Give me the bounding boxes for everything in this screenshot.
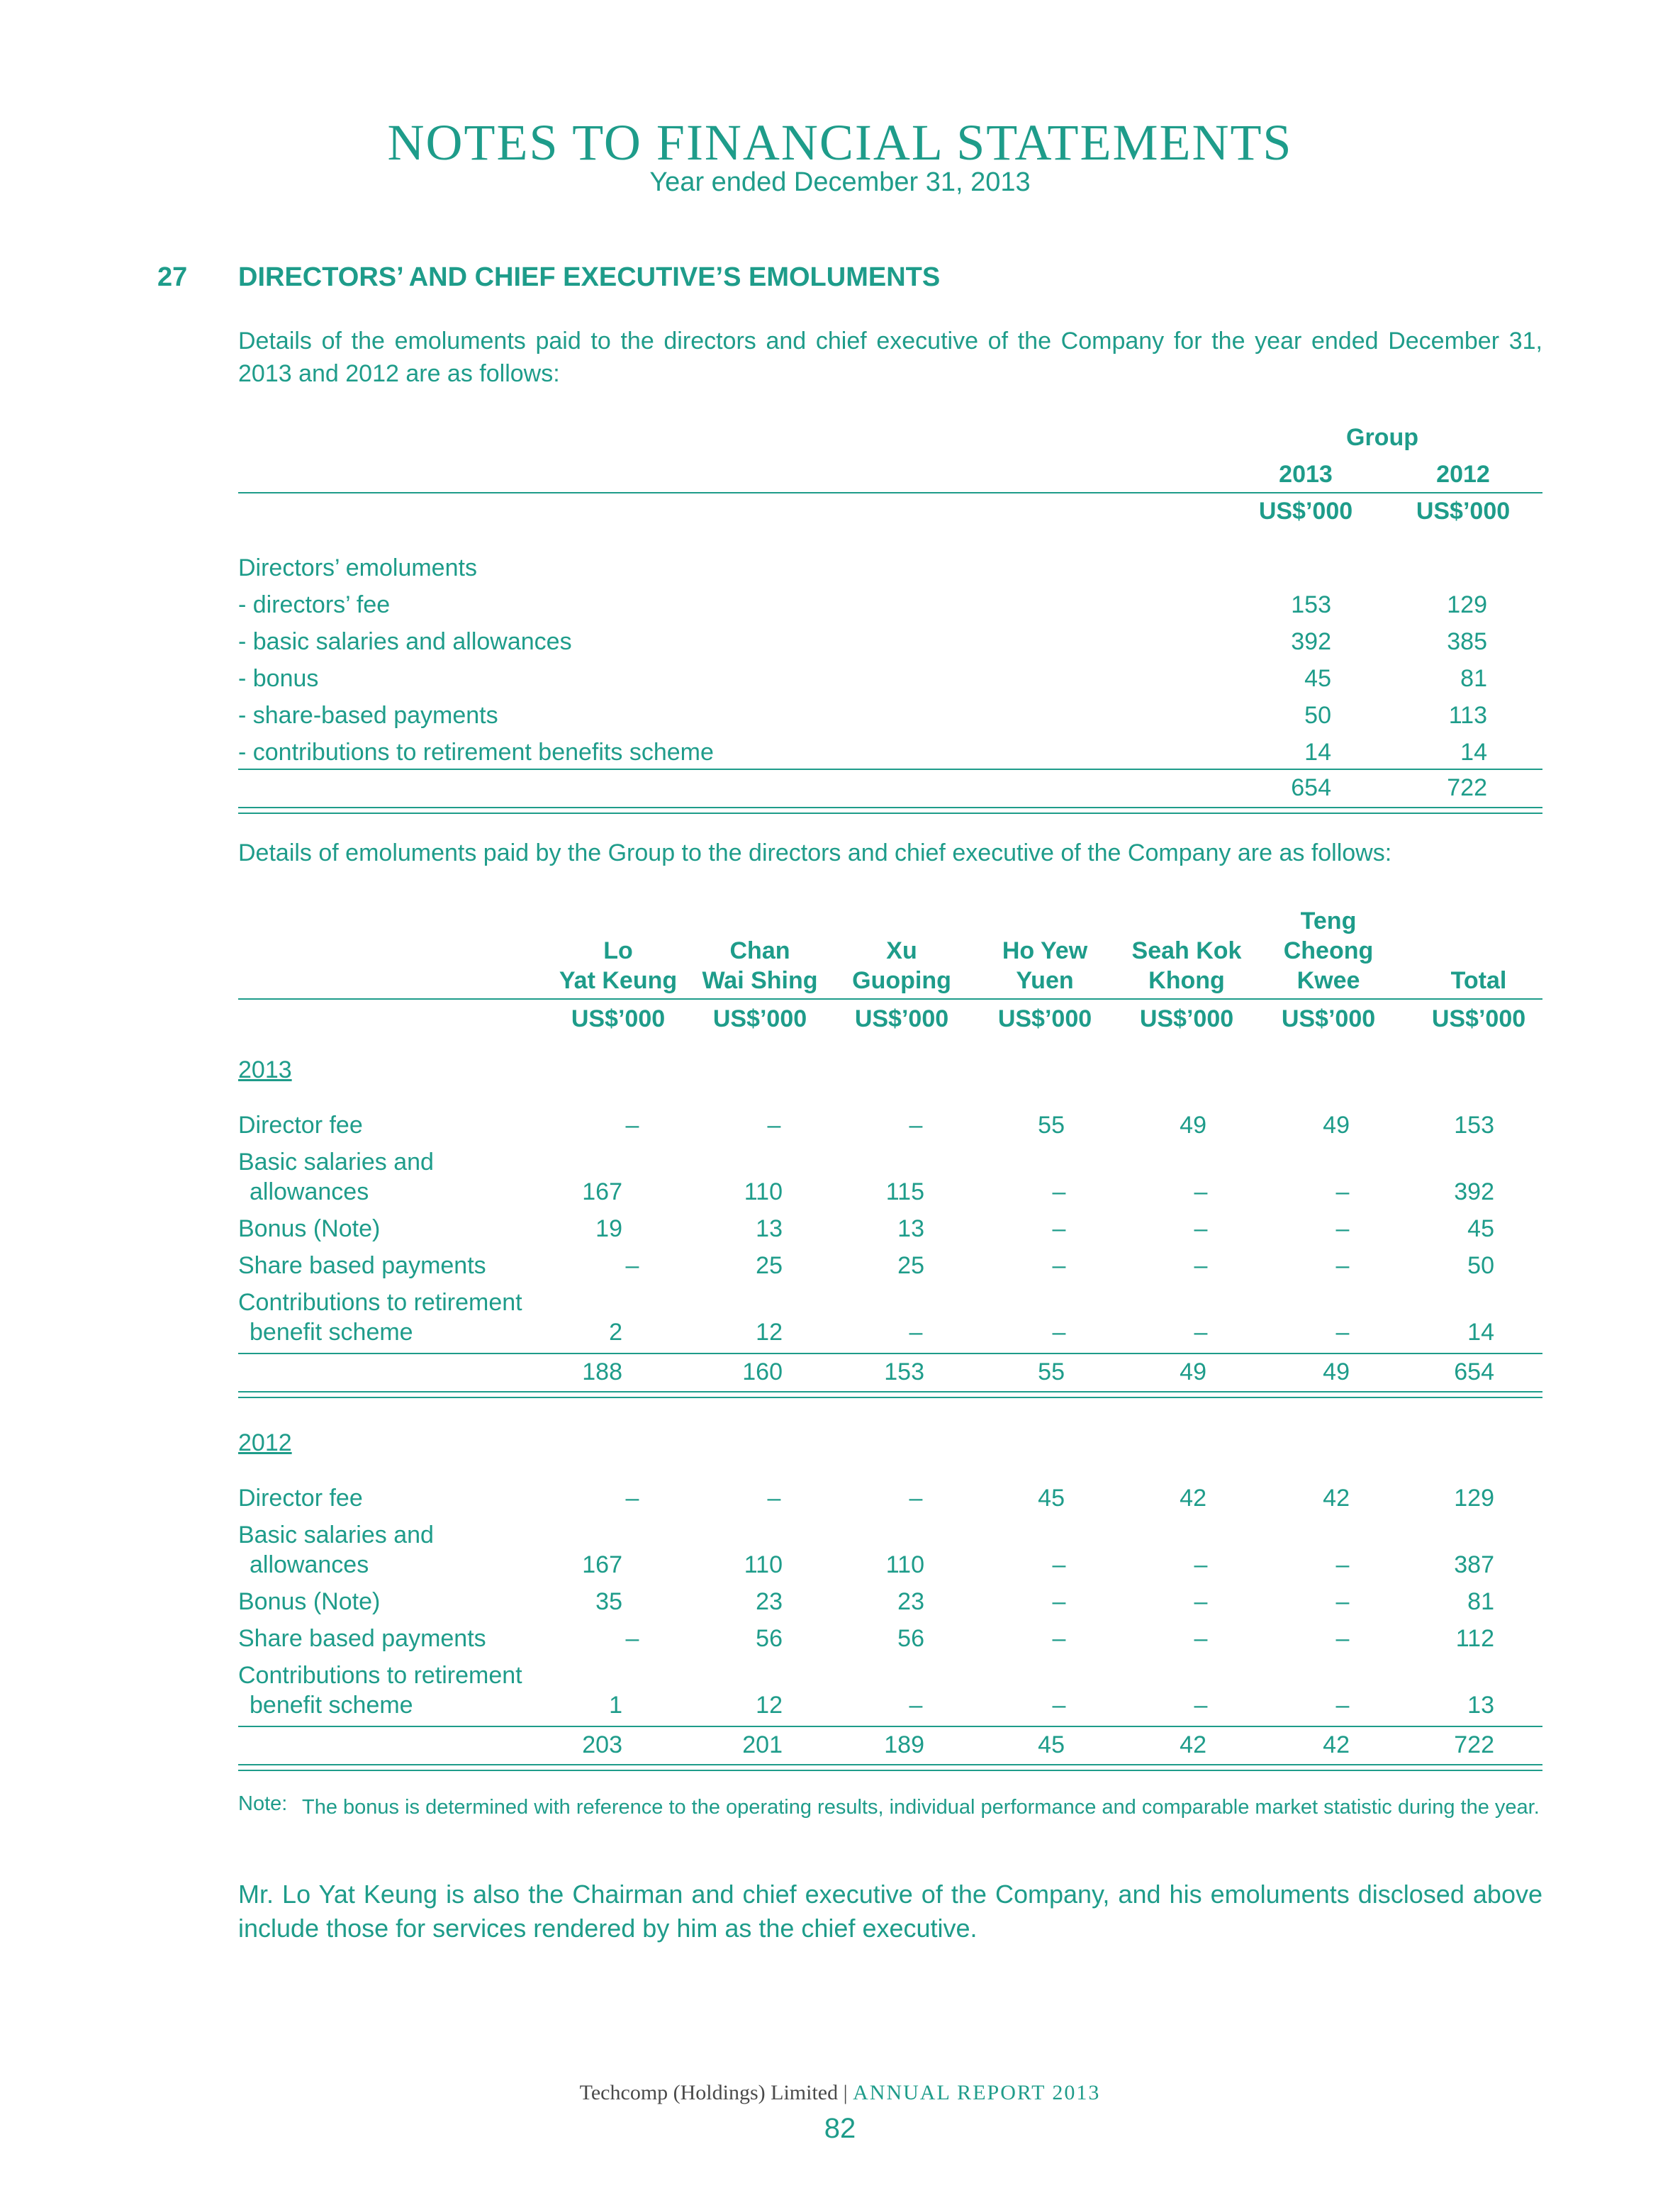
detail-intro: Details of emoluments paid by the Group to the directors and chief executive of the Company are as follows: [238, 839, 1392, 866]
director-header-line3: Khong [1148, 967, 1225, 994]
unit-header: US$’000 [1258, 498, 1353, 525]
detail-cell: 129 [1454, 1485, 1494, 1512]
director-header-line2: Cheong [1283, 937, 1374, 964]
detail-subtotal-rule [238, 1353, 1542, 1354]
director-header-line2: Chan [729, 937, 790, 964]
detail-cell: 50 [1467, 1252, 1494, 1279]
detail-total-cell: 55 [1038, 1358, 1065, 1385]
detail-total-cell: 153 [884, 1358, 924, 1385]
detail-cell: 1 [609, 1692, 622, 1719]
detail-cell: 35 [595, 1588, 622, 1615]
summary-total-2013: 654 [1291, 774, 1331, 801]
header-rule [238, 492, 1542, 493]
detail-cell: 81 [1467, 1588, 1494, 1615]
detail-total-cell: 189 [884, 1731, 924, 1758]
closing-paragraph: Mr. Lo Yat Keung is also the Chairman and chief executive of the Company, and his emoluments disclosed above include those for services rendered by him as the chief executive. [238, 1880, 1542, 1943]
summary-value-2013: 50 [1304, 702, 1331, 729]
director-header-line2: Ho Yew [1002, 937, 1088, 964]
detail-row-label: Director fee [238, 1112, 363, 1139]
page-subtitle: Year ended December 31, 2013 [649, 167, 1031, 197]
director-header-line2: Lo [603, 937, 633, 964]
detail-total-rule-2 [238, 1770, 1542, 1771]
year-label: 2013 [238, 1056, 292, 1083]
summary-value-2012: 81 [1460, 665, 1487, 692]
summary-value-2013: 45 [1304, 665, 1331, 692]
summary-row-label: - bonus [238, 665, 319, 692]
director-unit-header: US$’000 [854, 1005, 949, 1032]
director-header-line2: Seah Kok [1131, 937, 1242, 964]
detail-cell: – [1194, 1625, 1208, 1652]
detail-total-cell: 160 [742, 1358, 783, 1385]
detail-row-label-cont: allowances [250, 1551, 369, 1578]
detail-cell: – [767, 1485, 781, 1512]
director-unit-header: US$’000 [571, 1005, 666, 1032]
section-title: DIRECTORS’ AND CHIEF EXECUTIVE’S EMOLUMENTS [238, 262, 941, 292]
director-header-line1: Teng [1300, 908, 1357, 934]
director-header-line3: Wai Shing [702, 967, 818, 994]
director-unit-header: US$’000 [1139, 1005, 1234, 1032]
detail-total-rule-2 [238, 1397, 1542, 1398]
detail-cell: 12 [756, 1692, 783, 1719]
summary-row-label: - share-based payments [238, 702, 498, 729]
section-number: 27 [157, 262, 188, 292]
detail-cell: – [1335, 1178, 1350, 1205]
detail-cell: 55 [1038, 1112, 1065, 1139]
detail-cell: – [1052, 1178, 1066, 1205]
summary-value-2012: 113 [1448, 702, 1487, 729]
footer-company [0, 2081, 1680, 2105]
group-header: Group [1346, 424, 1418, 451]
detail-cell: 42 [1323, 1485, 1350, 1512]
subtotal-rule [238, 769, 1542, 770]
detail-cell: 392 [1454, 1178, 1494, 1205]
detail-total-cell: 188 [582, 1358, 622, 1385]
summary-value-2013: 14 [1304, 739, 1331, 766]
detail-cell: 12 [756, 1319, 783, 1346]
detail-cell: 13 [1467, 1692, 1494, 1719]
note-text: The bonus is determined with reference to the operating results, individual performance and comparable market statistic during the year. [302, 1796, 1540, 1819]
detail-cell: – [1335, 1625, 1350, 1652]
detail-cell: 167 [582, 1551, 622, 1578]
detail-cell: – [625, 1485, 639, 1512]
summary-value-2012: 14 [1460, 739, 1487, 766]
detail-row-label: Share based payments [238, 1625, 486, 1652]
detail-cell: – [1052, 1625, 1066, 1652]
detail-cell: 112 [1455, 1625, 1494, 1652]
year-header: 2013 [1279, 461, 1333, 488]
detail-cell: – [1335, 1319, 1350, 1346]
detail-cell: – [625, 1625, 639, 1652]
detail-cell: – [909, 1319, 923, 1346]
detail-cell: – [1335, 1692, 1350, 1719]
detail-row-label: Basic salaries and [238, 1522, 434, 1548]
detail-cell: – [1335, 1588, 1350, 1615]
summary-row-label: - directors’ fee [238, 591, 391, 618]
detail-cell: 49 [1323, 1112, 1350, 1139]
detail-cell: – [1194, 1551, 1208, 1578]
detail-cell: 56 [756, 1625, 783, 1652]
detail-row-label-cont: allowances [250, 1178, 369, 1205]
summary-heading: Directors’ emoluments [238, 554, 477, 581]
detail-total-rule-1 [238, 1764, 1542, 1765]
detail-total-cell: 42 [1323, 1731, 1350, 1758]
footer-report: ANNUAL REPORT 2013 [853, 2081, 1101, 2104]
detail-cell: 167 [582, 1178, 622, 1205]
director-header-line2: Xu [886, 937, 917, 964]
director-header-line3: Kwee [1297, 967, 1360, 994]
detail-header-rule [238, 998, 1542, 1000]
detail-cell: – [909, 1692, 923, 1719]
note-label: Note: [238, 1792, 288, 1815]
director-unit-header: US$’000 [1431, 1005, 1526, 1032]
footer-company-name: Techcomp (Holdings) Limited [579, 2081, 839, 2104]
director-header-line3: Yat Keung [559, 967, 678, 994]
detail-row-label: Basic salaries and [238, 1149, 434, 1176]
detail-cell: – [1194, 1215, 1208, 1242]
detail-cell: – [1194, 1178, 1208, 1205]
summary-total-2012: 722 [1447, 774, 1487, 801]
detail-cell: – [1335, 1215, 1350, 1242]
detail-cell: – [1335, 1252, 1350, 1279]
director-unit-header: US$’000 [712, 1005, 807, 1032]
detail-cell: 110 [885, 1551, 924, 1578]
director-header-line3: Yuen [1016, 967, 1074, 994]
detail-cell: 23 [756, 1588, 783, 1615]
detail-total-cell: 49 [1323, 1358, 1350, 1385]
detail-total-rule-1 [238, 1391, 1542, 1392]
year-label: 2012 [238, 1429, 292, 1456]
unit-header: US$’000 [1416, 498, 1511, 525]
detail-cell: – [1052, 1319, 1066, 1346]
detail-cell: – [1052, 1692, 1066, 1719]
detail-cell: 110 [744, 1178, 783, 1205]
detail-cell: – [625, 1252, 639, 1279]
section-intro: Details of the emoluments paid to the directors and chief executive of the Company for the year ended December 31, 2013 and 2012 are as follows: [238, 328, 1542, 387]
detail-row-label-cont: benefit scheme [250, 1319, 413, 1346]
detail-cell: 110 [744, 1551, 783, 1578]
detail-cell: 13 [897, 1215, 924, 1242]
detail-total-cell: 45 [1038, 1731, 1065, 1758]
detail-cell: 45 [1038, 1485, 1065, 1512]
director-header-line3: Total [1450, 967, 1507, 994]
detail-cell: – [625, 1112, 639, 1139]
detail-cell: – [1194, 1252, 1208, 1279]
detail-row-label: Contributions to retirement [238, 1289, 522, 1316]
detail-row-label: Contributions to retirement [238, 1662, 522, 1689]
detail-cell: 115 [885, 1178, 924, 1205]
director-unit-header: US$’000 [997, 1005, 1092, 1032]
summary-row-label: - basic salaries and allowances [238, 628, 572, 655]
detail-total-cell: 42 [1180, 1731, 1206, 1758]
detail-row-label: Director fee [238, 1485, 363, 1512]
detail-cell: – [1194, 1588, 1208, 1615]
summary-value-2012: 129 [1447, 591, 1487, 618]
detail-total-cell: 654 [1454, 1358, 1494, 1385]
summary-value-2013: 392 [1291, 628, 1331, 655]
detail-cell: – [1052, 1551, 1066, 1578]
detail-cell: 13 [756, 1215, 783, 1242]
detail-cell: 2 [609, 1319, 622, 1346]
detail-row-label: Bonus (Note) [238, 1215, 381, 1242]
detail-total-cell: 722 [1454, 1731, 1494, 1758]
total-rule-1 [238, 807, 1542, 808]
detail-cell: – [1335, 1551, 1350, 1578]
detail-cell: 14 [1467, 1319, 1494, 1346]
year-header: 2012 [1436, 461, 1490, 488]
director-unit-header: US$’000 [1281, 1005, 1376, 1032]
detail-cell: 387 [1454, 1551, 1494, 1578]
summary-row-label: - contributions to retirement benefits scheme [238, 739, 714, 766]
detail-cell: – [1052, 1252, 1066, 1279]
detail-row-label: Bonus (Note) [238, 1588, 381, 1615]
detail-cell: 56 [897, 1625, 924, 1652]
detail-cell: 45 [1467, 1215, 1494, 1242]
detail-cell: – [909, 1112, 923, 1139]
page-number: 82 [824, 2113, 856, 2144]
detail-row-label-cont: benefit scheme [250, 1692, 413, 1719]
footer-separator: | [843, 2081, 848, 2104]
detail-total-cell: 203 [582, 1731, 622, 1758]
detail-cell: – [909, 1485, 923, 1512]
detail-cell: 42 [1180, 1485, 1206, 1512]
detail-cell: 49 [1180, 1112, 1206, 1139]
detail-cell: 25 [897, 1252, 924, 1279]
detail-cell: – [1194, 1319, 1208, 1346]
detail-cell: 19 [595, 1215, 622, 1242]
detail-cell: – [767, 1112, 781, 1139]
detail-cell: 153 [1454, 1112, 1494, 1139]
director-header-line3: Guoping [852, 967, 951, 994]
summary-value-2012: 385 [1447, 628, 1487, 655]
detail-total-cell: 49 [1180, 1358, 1206, 1385]
detail-subtotal-rule [238, 1726, 1542, 1727]
detail-total-cell: 201 [742, 1731, 783, 1758]
detail-cell: – [1052, 1215, 1066, 1242]
detail-cell: 25 [756, 1252, 783, 1279]
summary-value-2013: 153 [1291, 591, 1331, 618]
total-rule-2 [238, 813, 1542, 814]
detail-cell: 23 [897, 1588, 924, 1615]
detail-cell: – [1052, 1588, 1066, 1615]
detail-row-label: Share based payments [238, 1252, 486, 1279]
page-title: NOTES TO FINANCIAL STATEMENTS [387, 114, 1293, 171]
detail-cell: – [1194, 1692, 1208, 1719]
